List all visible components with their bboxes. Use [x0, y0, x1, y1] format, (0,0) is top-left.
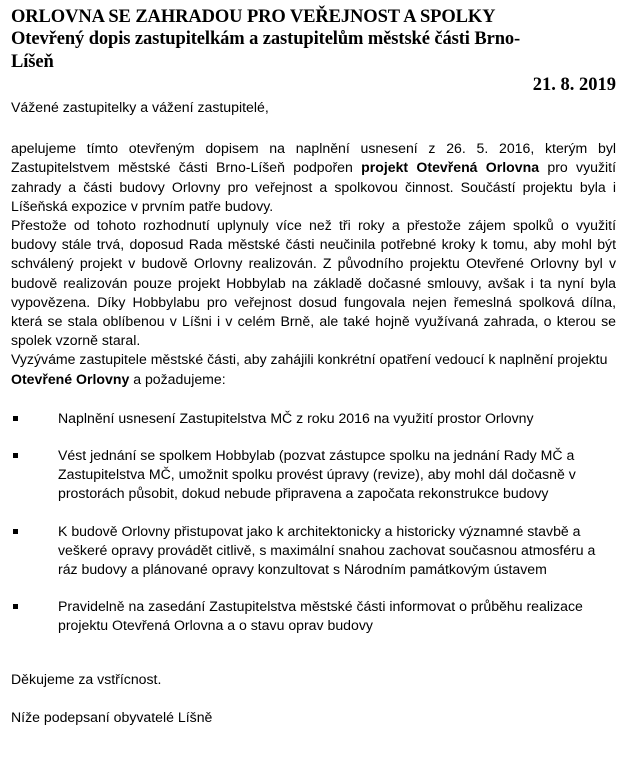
- paragraph-1-bold: projekt Otevřená Orlovna: [361, 159, 540, 176]
- paragraph-3-bold: Otevřené Orlovny: [11, 370, 130, 387]
- paragraph-1-text-a: apelujeme tímto otevřeným dopisem na naplnění usnesení z 26. 5. 2016, kterým byl Zastupitelstvem městské části Brno-Líšeň podpořen: [11, 140, 616, 176]
- document-subtitle: [11, 28, 616, 74]
- square-bullet-icon: [13, 604, 18, 609]
- subtitle-line-1: Otevřený dopis zastupitelkám a zastupitelům městské části Brno-: [11, 29, 521, 49]
- list-item: [11, 597, 616, 635]
- paragraph-2: Přestože od tohoto rozhodnutí uplynuly více než tři roky a přestože zájem spolků o využití budovy stále trvá, doposud Rada městské části neučinila potřebné kroky k tomu, aby mohl být schválený projekt v budově Orlovny realizován. Z původního projektu Otevřené Orlovny byl v budově realizován pouze projekt Hobbylab na základě dočasné smlouvy, avšak i ta nyní byla vypovězena. Díky Hobbylabu pro veřejnost dosud fungovala nejen řemeslná spolková dílna, která se stala oblíbenou v Líšni i v celém Brně, ale také hojně využívaná zahrada, o kterou se spolek vzorně staral.: [11, 217, 616, 349]
- paragraph-1: [11, 139, 616, 216]
- square-bullet-icon: [13, 453, 18, 458]
- paragraph-3-text-a: Vyzýváme zastupitele městské části, aby zahájili konkrétní opatření vedoucí k naplnění projektu: [11, 351, 608, 368]
- subtitle-line-2: Líšeň: [11, 52, 54, 72]
- letter-date: 21. 8. 2019: [532, 75, 616, 95]
- paragraph-3-text-b: a požadujeme:: [129, 370, 226, 387]
- square-bullet-icon: [13, 416, 18, 421]
- document-title: ORLOVNA SE ZAHRADOU PRO VEŘEJNOST A SPOLKY: [11, 7, 496, 27]
- list-item-text: Pravidelně na zasedání Zastupitelstva městské části informovat o průběhu realizace projektu Otevřená Orlovna a o stavu oprav budovy: [58, 598, 583, 634]
- list-item: [11, 409, 616, 428]
- paragraph-1-text-b: pro využití zahrady a části budovy Orlovny pro veřejnost a spolkovou činnost. Součástí projektu byla i Líšeňská expozice v prvním patře budovy.: [11, 159, 616, 214]
- letter-page: [11, 6, 616, 727]
- list-item: [11, 446, 616, 504]
- demands-list: [11, 409, 616, 636]
- paragraph-3: [11, 350, 616, 388]
- list-item-text: K budově Orlovny přistupovat jako k architektonicky a historicky významné stavbě a veškeré opravy provádět citlivě, s maximální snahou zachovat současnou atmosféru a ráz budovy a plánované opravy konzultovat s Národním památkovým ústavem: [58, 522, 596, 578]
- list-item-text: Naplnění usnesení Zastupitelstva MČ z roku 2016 na využití prostor Orlovny: [58, 409, 534, 426]
- letter-body: [11, 98, 616, 727]
- signers-note: Níže podepsaní obyvatelé Líšně: [11, 708, 213, 725]
- closing-thanks: Děkujeme za vstřícnost.: [11, 670, 162, 687]
- salutation: Vážené zastupitelky a vážení zastupitelé,: [11, 99, 269, 115]
- square-bullet-icon: [13, 529, 18, 534]
- list-item-text: Vést jednání se spolkem Hobbylab (pozvat zástupce spolku na jednání Rady MČ a Zastupitelstva MČ, umožnit spolku provést úpravy (revize), aby mohl dál dočasně v prostorách působit, dokud nebude připravena a započata rekonstrukce budovy: [58, 447, 576, 502]
- list-item: [11, 522, 616, 580]
